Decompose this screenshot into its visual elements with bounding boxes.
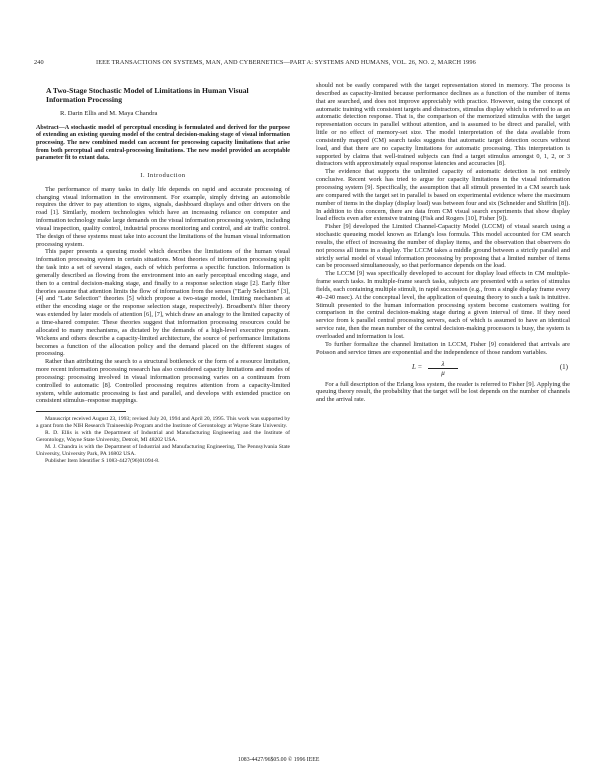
left-column (36, 82, 290, 672)
body-paragraph: To further formalize the channel limitation in LCCM, Fisher [9] considered that arrivals are Poisson and service times are exponential and the independence of those random variables. (316, 340, 570, 356)
body-paragraph: Rather than attributing the search to a structural bottleneck or the form of a resource limitation, more recent information processing research has also considered capacity limitations and modes of processing: processing involved in visual information processing varies on a continuum from controlled to automatic [8]. Controlled processing requires attention from a capacity-limited system, while automatic processing is fast and parallel, and develops with extended practice on consistent stimulus–response mappings. (36, 358, 290, 405)
abstract: Abstract—A stochastic model of perceptual encoding is formulated and derived for the purpose of extending an existing queuing model of the central decision-making stage of visual information processing. The new combined model can account for processing capacity limitations that arise from both perceptual and central-processing limitations. The new model provided an acceptable parameter fit to extant data. (36, 124, 290, 162)
footnote: Manuscript received August 23, 1993; revised July 20, 1994 and April 20, 1995. This work was supported by a grant from the NIH Research Traineeship Program and the Institute of Gerontology at Wayne State University. (36, 416, 290, 430)
equation-lhs: L = (412, 362, 423, 371)
right-column (316, 82, 570, 672)
equation-fraction (428, 360, 458, 377)
body-paragraph: should not be easily compared with the target representation stored in memory. The process is described as capacity-limited because performance declines as a function of the number of items that are searched, and does not improve appreciably with practice. However, using the concept of automatic training with consistent targets and distractors, stimulus display which is referred to as an automatic detection response. That is, the comparison of the memorized stimulus with the target representation occurs in parallel without attention, and is assumed to be direct and parallel, with little or no effect of memory-set size. The model interpretation of the data available from consistently mapped (CM) search tasks suggests that automatic target detection occurs without load, and that there are no capacity limitations for automatic processing. This interpretation is supported by claims that well-trained subjects can find a target stimulus amongst 0, 1, 2, or 3 distractors with approximately equal response latencies and accuracies [8]. (316, 82, 570, 168)
footnote: Publisher Item Identifier S 1083-4427(96)01094-8. (45, 457, 160, 464)
equation-number: (1) (559, 362, 568, 371)
running-header (34, 59, 570, 69)
body-paragraph: Fisher [9] developed the Limited Channel-Capacity Model (LCCM) of visual search using a stochastic queueing model known as Erlang's loss formula. This model accounted for CM search results, the effect of increasing the number of display items, and the observation that observers do not process all items in a display. The LCCM takes a middle ground between a strictly parallel and strictly serial model of visual information processing by proposing that a limited number of items can be processed simultaneously, so that performance depends on the load. (316, 223, 570, 270)
footnote: R. D. Ellis is with the Department of Industrial and Manufacturing Engineering and the Institute of Gerontology, Wayne State University, Detroit, MI 48202 USA. (36, 430, 290, 443)
body-paragraph: The performance of many tasks in daily life depends on rapid and accurate processing of changing visual information in the environment. For example, simply driving an automobile requires the driver to pay attention to signs, signals, dashboard displays and other drivers on the road [1]. Similarly, modern technologies which have an increasing reliance on computer and information technology make large demands on the visual information processing system, including visual inspection, quality control, industrial process monitoring and control, and air traffic control. The design of these systems must take into account the limitations of the human visual information processing system. (36, 185, 290, 248)
paper-title: A Two-Stage Stochastic Model of Limitations in Human Visual Information Processing (46, 86, 249, 104)
copyright-footer: 1083-4427/96$05.00 © 1996 IEEE (238, 757, 320, 763)
equation-denominator: μ (441, 368, 445, 377)
body-paragraph: The evidence that supports the unlimited capacity of automatic detection is not entirely conclusive. Recent work has tried to argue for capacity limitations in the visual information processing system [9]. Specifically, the assumption that all stimuli presented in a CM search task are compared with the target set in parallel is based on experimental evidence where the maximum number of items in the display (display load) was between four and six (Schneider and Shiffrin [8]). In addition to this concern, there are data from CM visual search experiments that show display load effects even after extensive training (Fisk and Rogers [10], Fisher [9]). (316, 168, 570, 223)
authors: R. Darin Ellis and M. Maya Chandra (60, 110, 158, 117)
page-number: 240 (34, 59, 44, 66)
footnote: M. J. Chandra is with the Department of Industrial and Manufacturing Engineering, The Pennsylvania State University, University Park, PA 16802 USA. (36, 443, 290, 457)
body-paragraph: The LCCM [9] was specifically developed to account for display load effects in CM multiple-frame search tasks. In multiple-frame search tasks, subjects are presented with a series of stimulus fields, each containing multiple stimuli, in rapid succession (e.g., from a single display frame every 40–240 msec). At the conceptual level, the application of queuing theory to such a task is intuitive. Stimuli presented to the human information processing system become customers waiting for comparison in the central decision-making stage during a given interval of time. If they need service from k parallel central processing servers, each of which is assumed to have an identical service rate, then the mean number of the central decision-making processors is busy, the system is overloaded and information is lost. (316, 270, 570, 340)
footnote-rule (36, 411, 126, 412)
equation-numerator: λ (428, 360, 458, 369)
running-head: IEEE TRANSACTIONS ON SYSTEMS, MAN, AND CYBERNETICS—PART A: SYSTEMS AND HUMANS, VOL. 26, NO. 2, MARCH 1996 (96, 59, 476, 66)
section-heading: I. Introduction (140, 171, 186, 179)
equation (316, 359, 570, 379)
body-paragraph: This paper presents a queuing model which describes the limitations of the human visual information processing system in certain situations. Most theories of information processing split the task into a set of several stages, each of which performs a specific function. Information is generally described as flowing from the environment into an early perceptual encoding stage, and then to a central decision-making stage, and finally to a response selection stage [2]. Early filter theories assume that attention limits the flow of information from the senses ("Early Selection" [3], [4] and "Late Selection" theories [5] which propose a two-stage model, limiting mechanism at either the encoding stage or the response selection stage, respectively). Broadbent's filter theory was extended by later models of attention [6], [7], which draw an analogy to the limited capacity of a time-shared computer. These theories suggest that information processing resources could be allocated to many mechanisms, as dictated by the demands of a high-level executive program. Wickens and others describe a capacity-limited architecture, the source of performance limitations becomes a function of the allocation policy and the demand placed on the different stages of processing. (36, 248, 290, 358)
body-paragraph: For a full description of the Erlang loss system, the reader is referred to Fisher [9]. Applying the queuing theory result, the probability that the target will be lost depends on the number of channels and the arrival rate. (316, 380, 570, 404)
